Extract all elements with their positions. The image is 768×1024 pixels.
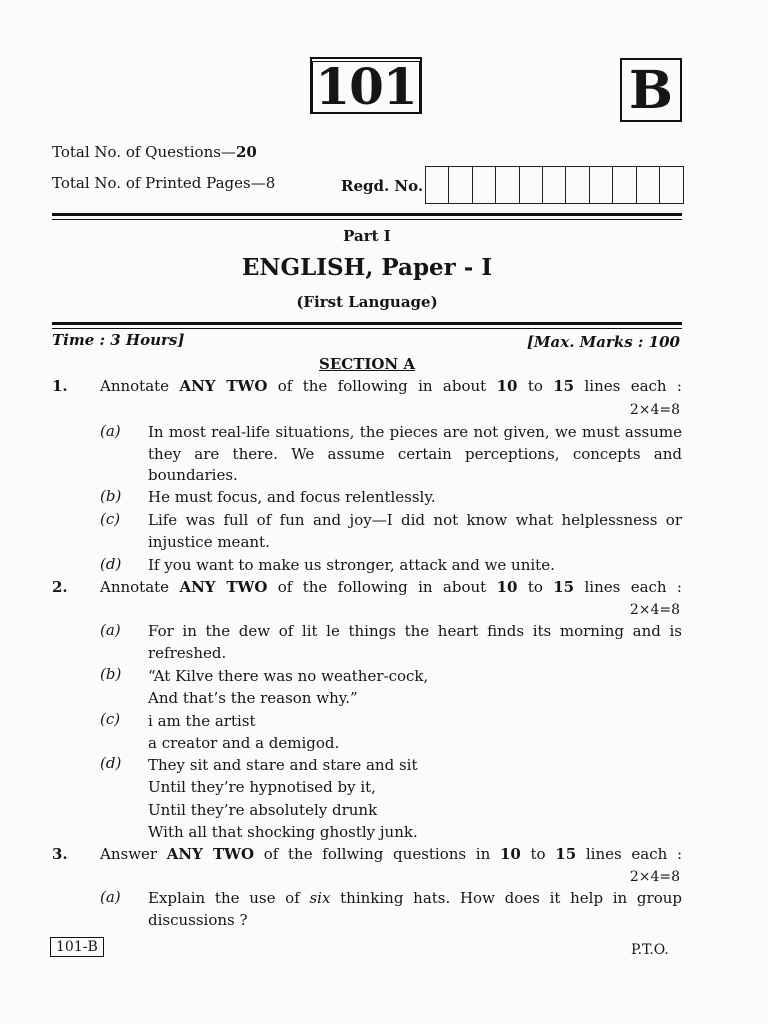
regd-digit-box[interactable] xyxy=(613,167,636,203)
poem-line: Until they’re hypnotised by it, xyxy=(148,778,376,797)
subquestion-text: For in the dew of lit le things the heart finds its morning and is refreshed. xyxy=(148,622,682,662)
time-allowed: Time : 3 Hours] xyxy=(52,331,185,349)
subquestion-label: (c) xyxy=(100,510,121,528)
title-rule-thick xyxy=(52,322,682,325)
subquestion-text: He must focus, and focus relentlessly. xyxy=(148,488,436,506)
paper-title: ENGLISH, Paper - I xyxy=(241,254,493,281)
paper-subtitle: (First Language) xyxy=(296,293,438,311)
header-rule-thin xyxy=(52,219,682,220)
footer-paper-code: 101-B xyxy=(50,937,104,957)
regd-digit-box[interactable] xyxy=(473,167,496,203)
subquestion-label: (d) xyxy=(100,555,122,573)
regd-digit-box[interactable] xyxy=(566,167,589,203)
subquestion-text: Explain the use of six thinking hats. How does it help in group discussions ? xyxy=(148,889,683,929)
subquestion-label: (d) xyxy=(100,754,122,772)
part-label: Part I xyxy=(343,227,391,245)
question-score: 2×4=8 xyxy=(629,402,680,418)
max-marks: [Max. Marks : 100 xyxy=(526,333,680,351)
regd-digit-box[interactable] xyxy=(496,167,519,203)
subquestion-label: (c) xyxy=(100,710,121,728)
regd-number-boxes[interactable] xyxy=(425,166,684,204)
question-score: 2×4=8 xyxy=(629,869,680,885)
poem-line: They sit and stare and stare and sit xyxy=(148,756,418,774)
subquestion-text: In most real-life situations, the pieces are not given, we must assume they are there. We assume certain perceptions, concepts and boundaries. xyxy=(148,423,682,484)
poem-line: And that’s the reason why.” xyxy=(148,689,358,708)
total-questions: Total No. of Questions—20 xyxy=(52,143,257,161)
set-code: B xyxy=(629,59,673,121)
title-rule-thin xyxy=(52,328,682,329)
poem-lines xyxy=(148,665,428,710)
section-heading: SECTION A xyxy=(318,355,416,373)
subquestion-label: (a) xyxy=(100,621,121,639)
paper-code-box xyxy=(310,57,422,114)
subquestion-text: Life was full of fun and joy—I did not know what helplessness or injustice meant. xyxy=(148,511,682,551)
question-text: Answer ANY TWO of the follwing questions in 10 to 15 lines each : xyxy=(100,845,682,863)
please-turn-over: P.T.O. xyxy=(631,942,669,958)
subquestion-text: If you want to make us stronger, attack and we unite. xyxy=(148,556,555,574)
regd-digit-box[interactable] xyxy=(660,167,683,203)
total-pages: Total No. of Printed Pages—8 xyxy=(52,174,276,192)
regd-digit-box[interactable] xyxy=(590,167,613,203)
poem-lines xyxy=(148,710,339,755)
regd-digit-box[interactable] xyxy=(449,167,472,203)
subquestion-label: (a) xyxy=(100,888,121,906)
subquestion-label: (b) xyxy=(100,487,122,505)
poem-line: “At Kilve there was no weather-cock, xyxy=(148,667,429,685)
subquestion-label: (b) xyxy=(100,665,122,683)
regd-label: Regd. No. xyxy=(341,177,424,195)
regd-digit-box[interactable] xyxy=(520,167,543,203)
regd-digit-box[interactable] xyxy=(637,167,660,203)
subquestion-label: (a) xyxy=(100,422,121,440)
question-number: 1. xyxy=(52,377,68,395)
poem-line: i am the artist xyxy=(148,712,256,730)
question-number: 3. xyxy=(52,845,68,863)
poem-line: a creator and a demigod. xyxy=(148,734,340,753)
question-text: Annotate ANY TWO of the following in about 10 to 15 lines each : xyxy=(100,578,682,596)
regd-digit-box[interactable] xyxy=(543,167,566,203)
poem-line: Until they’re absolutely drunk xyxy=(148,800,378,819)
question-number: 2. xyxy=(52,578,68,596)
poem-lines xyxy=(148,754,418,843)
poem-line: With all that shocking ghostly junk. xyxy=(148,822,418,841)
question-text: Annotate ANY TWO of the following in about 10 to 15 lines each : xyxy=(100,377,682,395)
question-score: 2×4=8 xyxy=(629,602,680,618)
regd-digit-box[interactable] xyxy=(426,167,449,203)
set-code-box xyxy=(620,58,682,122)
header-rule-thick xyxy=(52,213,682,216)
paper-code: 101 xyxy=(312,61,419,113)
